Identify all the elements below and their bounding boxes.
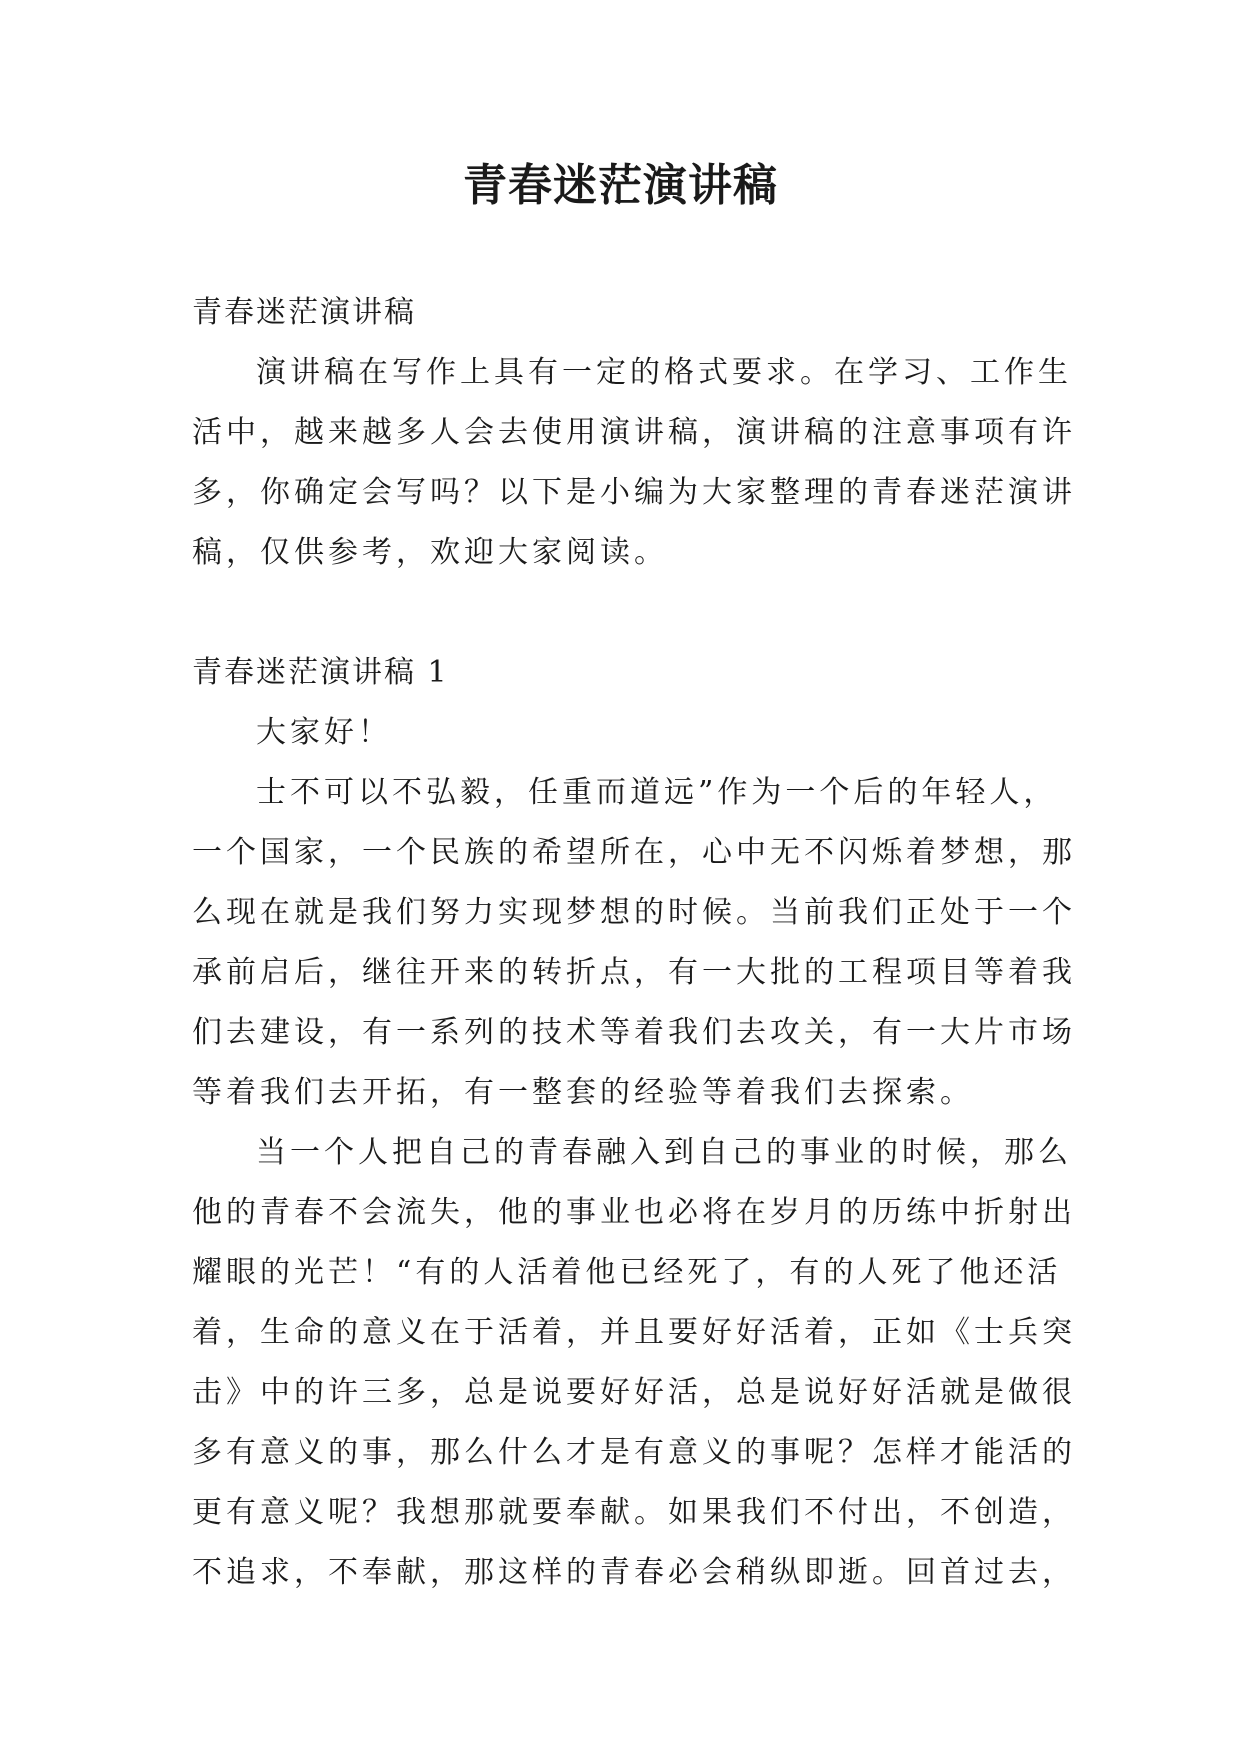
text-line: 更有意义呢？我想那就要奉献。如果我们不付出，不创造， bbox=[192, 1495, 1076, 1530]
text-line: 他的青春不会流失，他的事业也必将在岁月的历练中折射出 bbox=[192, 1195, 1076, 1230]
text-line: 多有意义的事，那么什么才是有意义的事呢？怎样才能活的 bbox=[192, 1435, 1076, 1470]
document-body bbox=[192, 283, 1076, 1603]
section-heading: 青春迷茫演讲稿 1 bbox=[192, 655, 449, 690]
intro-paragraph bbox=[192, 343, 1076, 583]
text-line: 们去建设，有一系列的技术等着我们去攻关，有一大片市场 bbox=[192, 1015, 1076, 1050]
document-subtitle: 青春迷茫演讲稿 bbox=[192, 295, 416, 330]
paragraph-2 bbox=[192, 1123, 1076, 1603]
text-line: 演讲稿在写作上具有一定的格式要求。在学习、工作生 bbox=[256, 355, 1072, 390]
text-line: 耀眼的光芒！“有的人活着他已经死了，有的人死了他还活 bbox=[192, 1255, 1062, 1290]
text-line: 当一个人把自己的青春融入到自己的事业的时候，那么 bbox=[256, 1135, 1072, 1170]
text-line: 士不可以不弘毅，任重而道远”作为一个后的年轻人， bbox=[256, 775, 1058, 810]
text-line: 稿，仅供参考，欢迎大家阅读。 bbox=[192, 535, 668, 570]
text-line: 击》中的许三多，总是说要好好活，总是说好好活就是做很 bbox=[192, 1375, 1076, 1410]
text-line: 承前启后，继往开来的转折点，有一大批的工程项目等着我 bbox=[192, 955, 1076, 990]
document-title: 青春迷茫演讲稿 bbox=[463, 160, 778, 211]
text-line: 等着我们去开拓，有一整套的经验等着我们去探索。 bbox=[192, 1075, 974, 1110]
text-line: 么现在就是我们努力实现梦想的时候。当前我们正处于一个 bbox=[192, 895, 1076, 930]
paragraph-gap bbox=[192, 583, 1058, 643]
text-line: 活中，越来越多人会去使用演讲稿，演讲稿的注意事项有许 bbox=[192, 415, 1076, 450]
text-line: 多，你确定会写吗？以下是小编为大家整理的青春迷茫演讲 bbox=[192, 475, 1076, 510]
paragraph-1 bbox=[192, 763, 1076, 1123]
text-line: 着，生命的意义在于活着，并且要好好活着，正如《士兵突 bbox=[192, 1315, 1076, 1350]
greeting: 大家好！ bbox=[256, 715, 392, 750]
text-line: 不追求，不奉献，那这样的青春必会稍纵即逝。回首过去， bbox=[192, 1555, 1076, 1590]
text-line: 一个国家，一个民族的希望所在，心中无不闪烁着梦想，那 bbox=[192, 835, 1076, 870]
